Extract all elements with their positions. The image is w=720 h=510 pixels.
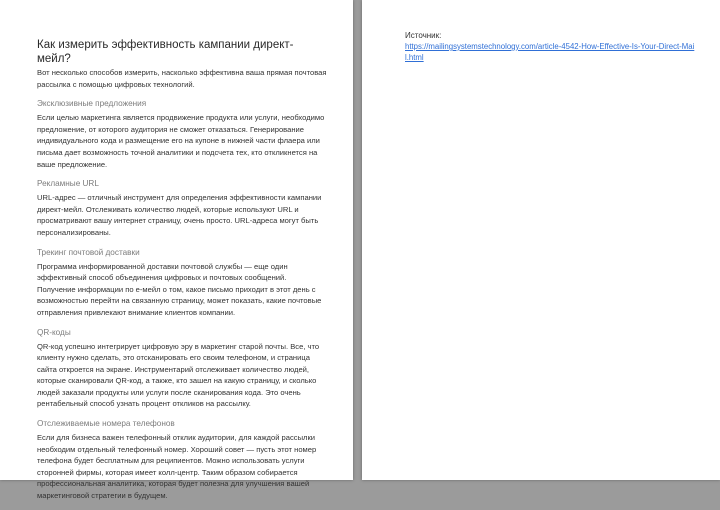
section-heading-qr-codes: QR-коды [37,327,71,337]
section-text-mail-tracking: Программа информированной доставки почтовой службы — еще один эффективный способ объединения цифровых и почтовых сообщений. Получение информации по e-мейл о том, какое письмо приходит в этот день с возможностью перейти на связанную страницу, может показать, какие почтовые отправления привлекают внимание клиентов компании. [37,261,322,317]
page-2-content [405,30,715,63]
section-text-promo-url: URL-адрес — отличный инструмент для определения эффективности кампании директ-мейл. Отслеживать количество людей, которые используют URL и просматривают вашу интернет страницу, очень просто. URL-адреса могут быть персонализированы. [37,193,322,237]
intro-paragraph: Вот несколько способов измерить, насколько эффективна ваша прямая почтовая рассылка с помощью цифровых технологий. [37,68,327,89]
section-text-exclusive-offers: Если целью маркетинга является продвижение продукта или услуги, необходимо предложение, от которого аудитория не сможет отказаться. Генерирование индивидуального кода и размещение его на купоне в нижней части флаера или письма дает возможность точной аналитики и подсчета тех, кто откликнется на ваше предложение. [37,113,325,169]
page-1-content [37,38,327,510]
section-heading-exclusive-offers: Эксклюзивные предложения [37,99,147,109]
section-text-tracked-phones: Если для бизнеса важен телефонный отклик аудитории, для каждой рассылки необходим отдельный телефонный номер. Хороший совет — пусть этот номер телефона будет бесплатным для реципиентов. Можно использовать услуги сторонней фирмы, которая имеет колл-центр. Таким образом собирается профессиональная аналитика, которая будет полезна для улучшения вашей маркетинговой стратегии в будущем. [37,433,317,501]
source-link[interactable]: https://mailingsystemstechnology.com/article-4542-How-Effective-Is-Your-Direct-Mail.html [405,42,695,62]
document-page-1 [0,0,353,501]
document-page-2 [362,0,720,480]
source-label: Источник: [405,31,442,40]
section-heading-promo-url: Рекламные URL [37,179,99,189]
section-heading-tracked-phones: Отслеживаемые номера телефонов [37,419,175,429]
document-title: Как измерить эффективность кампании директ-мейл? [37,39,294,65]
section-heading-mail-tracking: Трекинг почтовой доставки [37,247,140,257]
section-text-qr-codes: QR-код успешно интегрирует цифровую эру в маркетинг старой почты. Все, что клиенту нужно сделать, это отсканировать его своим телефоном, и страница сайта откроется на экране. Инструментарий отслеживает количество людей, которые сканировали QR-код, а также, кто зашел на какую страницу, и сколько людей заказали продукты или услуги после сканирования кода. Это очень рентабельный способ узнать процент откликов на рассылку. [37,341,320,409]
